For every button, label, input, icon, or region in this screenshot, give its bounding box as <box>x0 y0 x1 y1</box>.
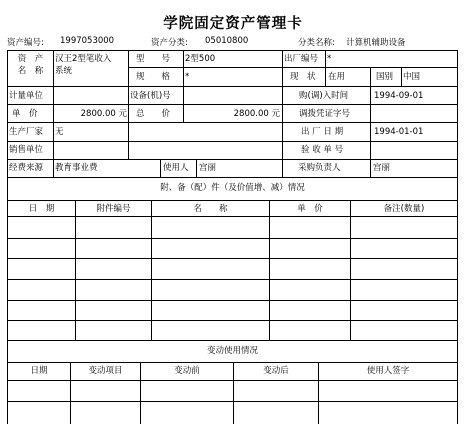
accept-no-label: 验 收 单 号 <box>301 145 344 155</box>
chg-header-before: 变动前 <box>174 366 200 376</box>
cat-name-label: 分类名称: <box>298 38 335 48</box>
status-label: 现 状 <box>290 72 316 82</box>
chg-header-date: 日期 <box>30 366 48 376</box>
name-value-1: 汉王2型笔收入 <box>55 54 112 64</box>
total-label: 总 价 <box>136 109 171 119</box>
buyer-value: 宫丽 <box>373 163 391 173</box>
user-value: 宫丽 <box>199 163 217 173</box>
device-no-label: 设备(机)号 <box>130 91 171 101</box>
unit-label: 计量单位 <box>9 91 44 101</box>
name-label-2: 名 称 <box>17 66 44 76</box>
status-value: 在用 <box>328 72 346 82</box>
changes-title: 变动使用情况 <box>206 346 258 356</box>
name-label-1: 资 产 <box>17 54 44 64</box>
model-value: 2型500 <box>185 54 216 64</box>
total-value: 2800.00 元 <box>233 109 280 119</box>
att-header-no: 附件编号 <box>96 204 131 214</box>
fund-value: 教育事业费 <box>55 163 98 173</box>
att-header-date: 日 期 <box>28 204 55 214</box>
mfg-date-value: 1994-01-01 <box>374 127 424 137</box>
maker-value: 无 <box>55 127 64 137</box>
factory-no-label: 出厂编号 <box>284 54 319 64</box>
att-header-name: 名 称 <box>193 204 228 214</box>
chg-header-sign: 使用人签字 <box>366 366 410 376</box>
country-value: 中国 <box>403 72 421 82</box>
price-label: 单 价 <box>12 109 38 119</box>
voucher-label: 调拨凭证字号 <box>299 109 351 119</box>
name-value-2: 系统 <box>55 66 73 76</box>
chg-header-after: 变动后 <box>263 366 289 376</box>
asset-cat: 05010800 <box>205 36 249 46</box>
card-title: 学院固定资产管理卡 <box>163 16 303 32</box>
maker-label: 生产厂家 <box>9 127 44 137</box>
spec-value: * <box>185 72 190 82</box>
spec-label: 规 格 <box>136 72 171 82</box>
model-label: 型 号 <box>136 54 171 64</box>
seller-label: 销售单位 <box>9 145 44 155</box>
country-label: 国别 <box>376 72 394 82</box>
att-header-remark: 备注(数量) <box>383 204 425 214</box>
asset-no: 1997053000 <box>60 36 115 46</box>
user-label: 使用人 <box>163 163 189 173</box>
chg-header-item: 变动项目 <box>88 366 123 376</box>
asset-cat-label: 资产分类: <box>151 38 188 48</box>
buyer-label: 采购负责人 <box>298 163 341 173</box>
purchase-time-value: 1994-09-01 <box>374 91 424 101</box>
att-header-price: 单 价 <box>297 204 323 214</box>
fund-label: 经费来源 <box>9 163 44 173</box>
factory-no-value: * <box>327 54 332 64</box>
price-value: 2800.00 元 <box>80 109 127 119</box>
attachments-title: 附、备（配）件（及价值增、减）情况 <box>160 183 305 193</box>
asset-no-label: 资产编号: <box>7 38 44 48</box>
purchase-time-label: 购(调)入时间 <box>299 91 349 101</box>
mfg-date-label: 出 厂 日 期 <box>301 127 344 137</box>
cat-name: 计算机辅助设备 <box>346 38 406 48</box>
